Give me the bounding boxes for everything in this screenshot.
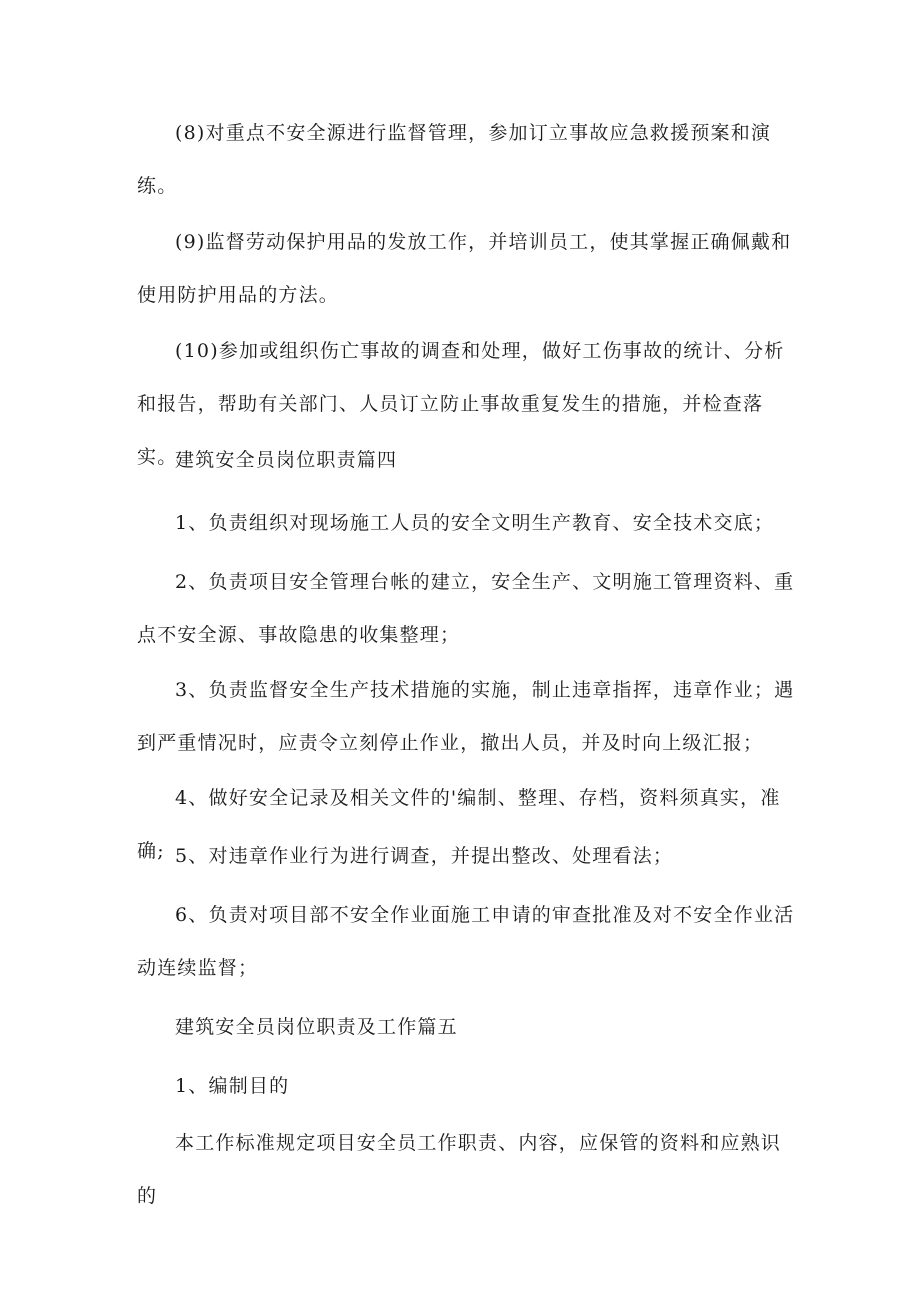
paragraph-duty-3: 3、负责监督安全生产技术措施的实施，制止违章指挥，违章作业；遇到严重情况时，应责令立刻停止作业，撤出人员，并及时向上级汇报； [137,679,795,754]
section-heading-5: 建筑安全员岗位职责及工作篇五 [175,1016,458,1038]
paragraph-duty-5: 5、对违章作业行为进行调查，并提出整改、处理看法； [175,845,674,867]
paragraph-duty-1: 1、负责组织对现场施工人员的安全文明生产教育、安全技术交底； [175,512,775,534]
paragraph-item-8: (8)对重点不安全源进行监督管理，参加订立事故应急救援预案和演练。 [137,122,772,197]
paragraph-item-10: (10)参加或组织伤亡事故的调查和处理，做好工伤事故的统计、分析和报告，帮助有关部门、人员订立防止事故重复发生的措施，并检查落实。 [137,340,785,468]
paragraph-duty-4: 4、做好安全记录及相关文件的'编制、整理、存档，资料须真实，准确; [137,787,781,862]
paragraph-purpose-heading: 1、编制目的 [175,1075,290,1097]
section-heading-4: 建筑安全员岗位职责篇四 [175,449,398,471]
paragraph-duty-2: 2、负责项目安全管理台帐的建立，安全生产、文明施工管理资料、重点不安全源、事故隐患的收集整理； [137,571,795,646]
paragraph-item-9: (9)监督劳动保护用品的发放工作，并培训员工，使其掌握正确佩戴和使用防护用品的方法。 [137,231,792,306]
paragraph-standard-intro: 本工作标准规定项目安全员工作职责、内容，应保管的资料和应熟识的 [137,1132,782,1207]
paragraph-duty-6: 6、负责对项目部不安全作业面施工申请的审查批准及对不安全作业活动连续监督； [137,904,795,979]
